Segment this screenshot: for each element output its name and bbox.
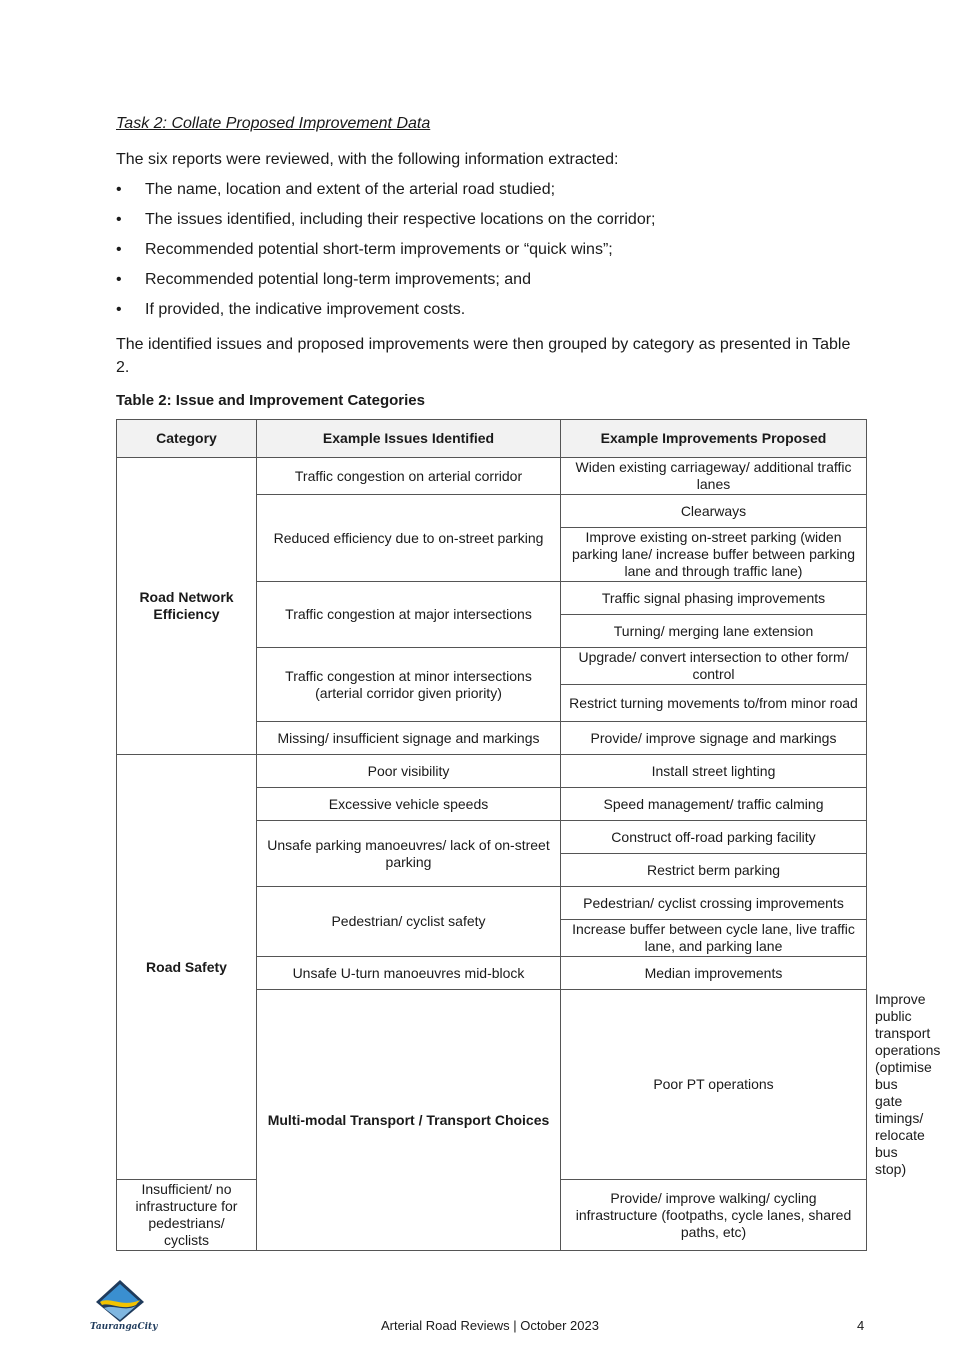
list-item: • If provided, the indicative improvement costs. — [116, 299, 866, 321]
issue-cell: Traffic congestion at minor intersections (arterial corridor given priority) — [257, 648, 561, 722]
improvement-cell: Install street lighting — [561, 755, 867, 788]
footer-text: Arterial Road Reviews | October 2023 — [381, 1318, 599, 1333]
improvement-cell: Restrict berm parking — [561, 854, 867, 887]
task-heading: Task 2: Collate Proposed Improvement Data — [116, 115, 431, 132]
issue-cell: Poor PT operations — [561, 990, 867, 1180]
issue-cell: Missing/ insufficient signage and markings — [257, 722, 561, 755]
header-improvements: Example Improvements Proposed — [561, 420, 867, 458]
improvement-cell: Clearways — [561, 495, 867, 528]
improvement-cell: Restrict turning movements to/from minor road — [561, 685, 867, 722]
table-title: Table 2: Issue and Improvement Categories — [116, 392, 425, 409]
header-category: Category — [117, 420, 257, 458]
issue-cell: Unsafe parking manoeuvres/ lack of on-street parking — [257, 821, 561, 887]
bullet-icon: • — [116, 301, 122, 318]
issue-cell: Insufficient/ no infrastructure for pedestrians/ cyclists — [117, 1180, 257, 1251]
bullet-icon: • — [116, 181, 122, 198]
list-item: • The issues identified, including their respective locations on the corridor; — [116, 209, 866, 231]
improvement-cell: Provide/ improve signage and markings — [561, 722, 867, 755]
summary-paragraph: The identified issues and proposed improvements were then grouped by category as presented in Table 2. — [116, 336, 851, 376]
bullet-list — [116, 179, 866, 321]
improvement-cell: Median improvements — [561, 957, 867, 990]
improvement-cell: Improve existing on-street parking (widen parking lane/ increase buffer between parking lane and through traffic lane) — [561, 528, 867, 582]
intro-paragraph: The six reports were reviewed, with the following information extracted: — [116, 151, 619, 168]
issue-cell: Traffic congestion at major intersections — [257, 582, 561, 648]
improvement-cell: Increase buffer between cycle lane, live traffic lane, and parking lane — [561, 920, 867, 957]
issue-cell: Reduced efficiency due to on-street parking — [257, 495, 561, 582]
issue-cell: Unsafe U-turn manoeuvres mid-block — [257, 957, 561, 990]
list-item: • The name, location and extent of the arterial road studied; — [116, 179, 866, 201]
improvement-cell: Speed management/ traffic calming — [561, 788, 867, 821]
bullet-icon: • — [116, 211, 122, 228]
improvement-cell: Turning/ merging lane extension — [561, 615, 867, 648]
table-header-row — [117, 420, 867, 458]
table-row — [117, 458, 867, 495]
bullet-icon: • — [116, 271, 122, 288]
improvement-cell: Construct off-road parking facility — [561, 821, 867, 854]
logo-icon — [88, 1278, 154, 1324]
bullet-icon: • — [116, 241, 122, 258]
improvement-cell: Traffic signal phasing improvements — [561, 582, 867, 615]
improvement-cell: Pedestrian/ cyclist crossing improvements — [561, 887, 867, 920]
category-cell: Road Network Efficiency — [117, 458, 257, 755]
issue-cell: Excessive vehicle speeds — [257, 788, 561, 821]
categories-table — [116, 419, 941, 1251]
list-item: • Recommended potential short-term improvements or “quick wins”; — [116, 239, 866, 261]
improvement-cell: Provide/ improve walking/ cycling infrastructure (footpaths, cycle lanes, shared paths, etc) — [561, 1180, 867, 1251]
list-item: • Recommended potential long-term improvements; and — [116, 269, 866, 291]
category-cell: Road Safety — [117, 755, 257, 1180]
issue-cell: Traffic congestion on arterial corridor — [257, 458, 561, 495]
improvement-cell: Upgrade/ convert intersection to other form/ control — [561, 648, 867, 685]
issue-cell: Pedestrian/ cyclist safety — [257, 887, 561, 957]
category-cell: Multi-modal Transport / Transport Choices — [257, 990, 561, 1251]
table-row — [117, 755, 867, 788]
header-issues: Example Issues Identified — [257, 420, 561, 458]
issue-cell: Poor visibility — [257, 755, 561, 788]
table-row: Multi-modal Transport / Transport Choices Poor PT operations Improve public transport operations (optimise bus gate timings/ relocate bus stop) — [117, 990, 867, 1180]
page-number: 4 — [857, 1318, 865, 1333]
page-body — [116, 112, 941, 1251]
tauranga-city-logo — [88, 1278, 158, 1338]
logo-wordmark: TaurangaCity — [90, 1322, 158, 1332]
improvement-cell: Widen existing carriageway/ additional traffic lanes — [561, 458, 867, 495]
